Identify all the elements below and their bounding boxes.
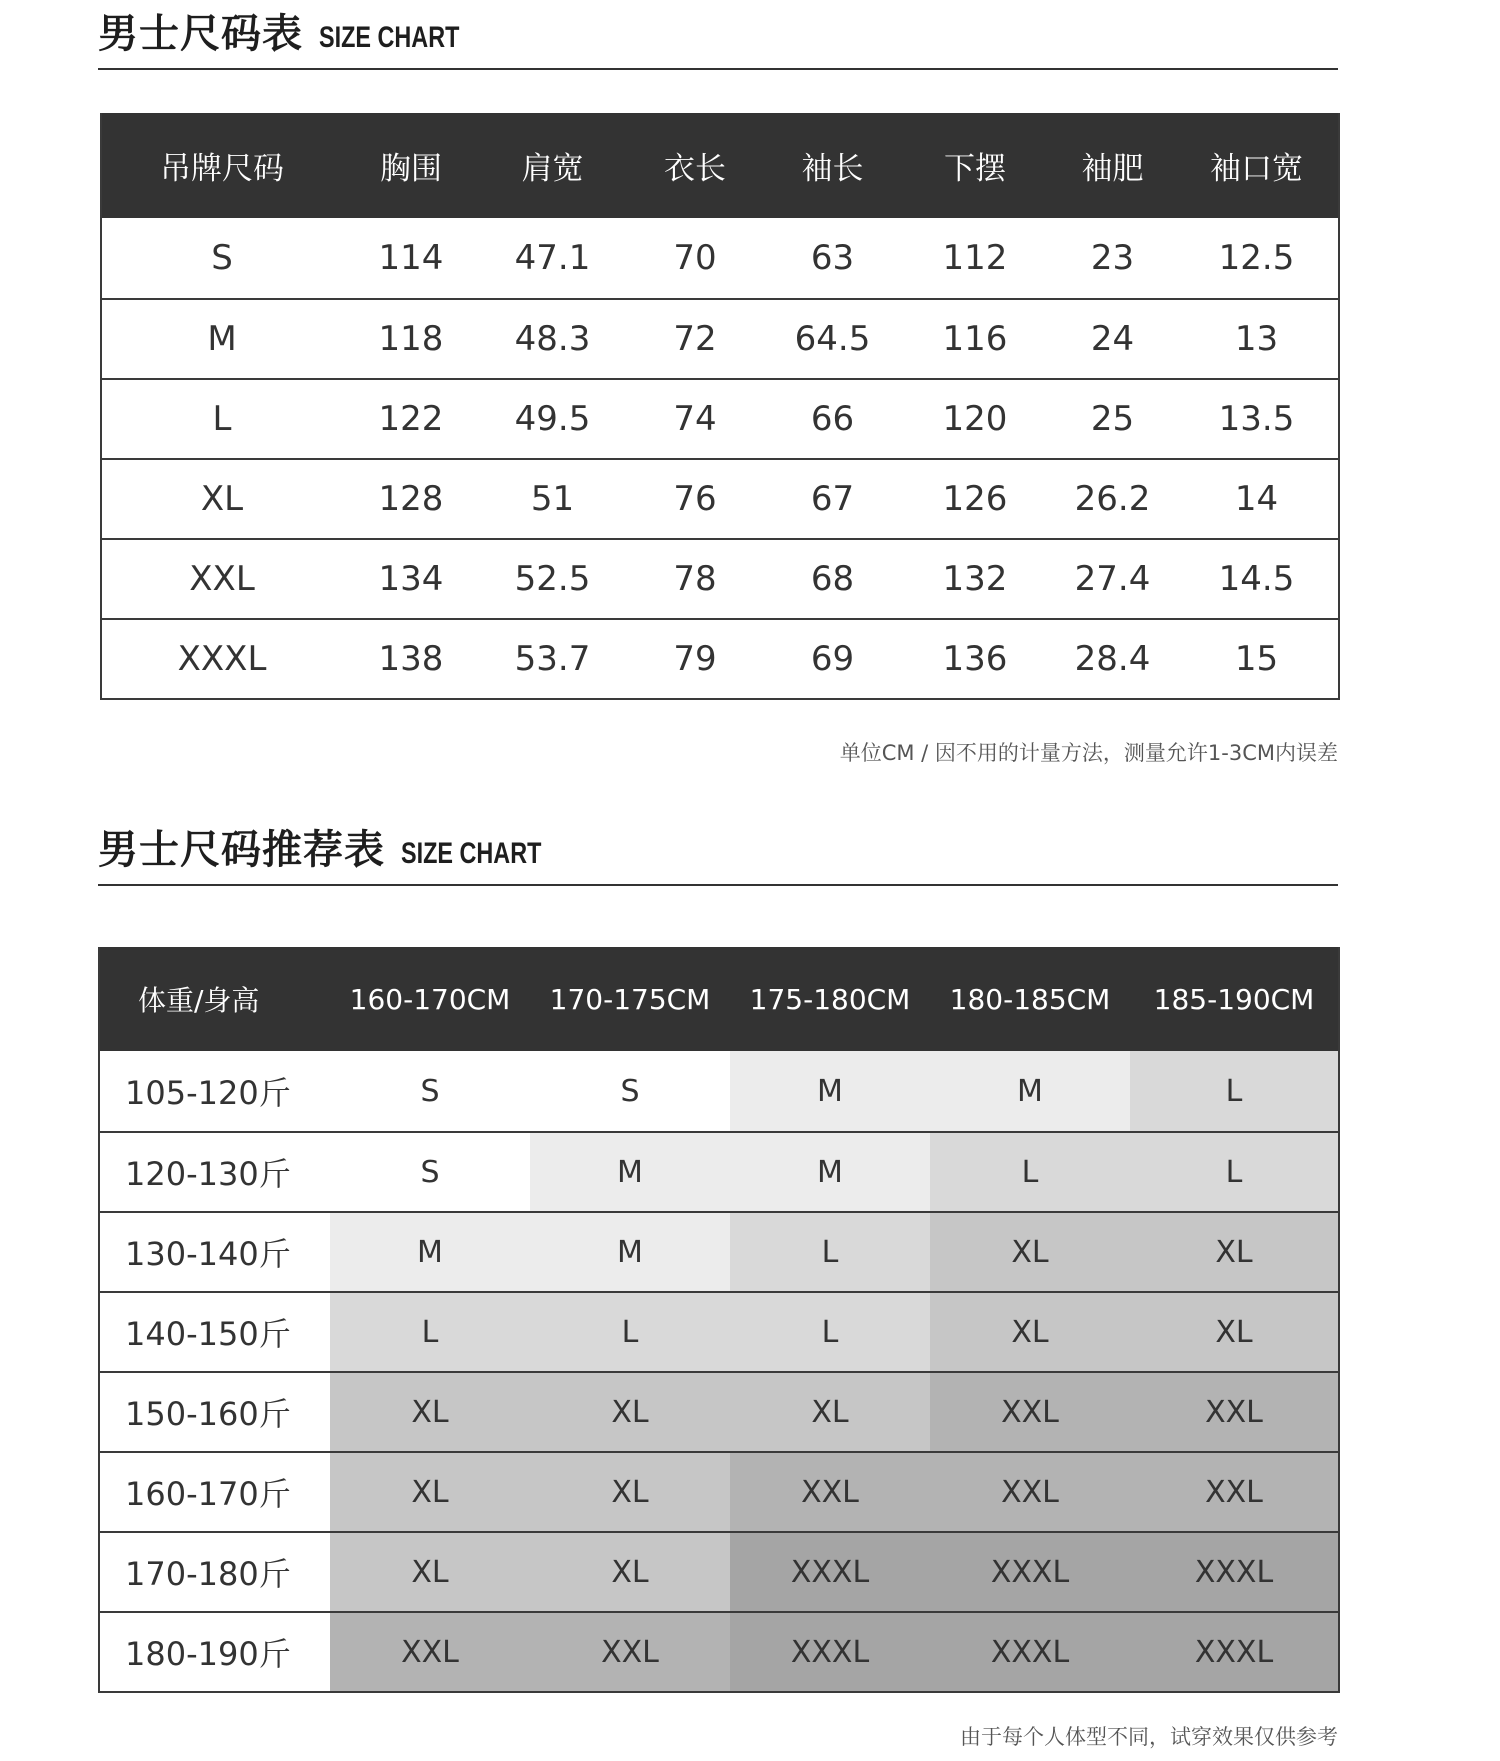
recommend-chart-header-row bbox=[100, 947, 1338, 1051]
weight-range-cell: 105-120斤 bbox=[100, 1051, 330, 1131]
measurement-cell: 122 bbox=[378, 399, 444, 439]
size-chart-header-cell: 袖长 bbox=[801, 151, 864, 187]
recommended-size-cell: XXXL bbox=[930, 1613, 1130, 1691]
recommended-size-cell: L bbox=[730, 1213, 930, 1291]
measurement-cell: 134 bbox=[378, 559, 444, 599]
recommend-chart-header-cell: 180-185CM bbox=[949, 982, 1111, 1016]
size-chart-header-cell: 胸围 bbox=[380, 151, 442, 187]
recommend-chart-header-cell: 185-190CM bbox=[1153, 982, 1315, 1016]
measurement-cell: 126 bbox=[942, 479, 1008, 519]
recommend-chart-header-cell: 体重/身高 bbox=[138, 984, 260, 1017]
measurement-cell: 66 bbox=[810, 399, 855, 439]
size-chart-header-cell: 衣长 bbox=[664, 151, 726, 187]
measurement-cell: 118 bbox=[378, 319, 444, 359]
size-chart-header-cell: 下摆 bbox=[944, 151, 1006, 187]
measurement-cell: 25 bbox=[1090, 399, 1135, 439]
size-label-cell: L bbox=[212, 399, 232, 439]
recommend-chart-row bbox=[100, 1291, 1338, 1371]
weight-range-cell: 120-130斤 bbox=[100, 1133, 330, 1211]
recommended-size-cell: XL bbox=[330, 1373, 530, 1451]
size-chart-title-en: SIZE CHART bbox=[319, 21, 460, 54]
recommended-size-cell: XXL bbox=[1130, 1453, 1338, 1531]
size-label-cell: M bbox=[207, 319, 237, 359]
measurement-cell: 76 bbox=[673, 479, 717, 519]
measurement-cell: 51 bbox=[530, 479, 575, 519]
measurement-cell: 120 bbox=[942, 399, 1008, 439]
recommended-size-cell: M bbox=[530, 1133, 730, 1211]
measurement-cell: 112 bbox=[942, 238, 1008, 278]
recommended-size-cell: XXL bbox=[1130, 1373, 1338, 1451]
weight-range-cell: 130-140斤 bbox=[100, 1213, 330, 1291]
measurement-cell: 14 bbox=[1234, 479, 1279, 519]
measurement-cell: 12.5 bbox=[1218, 238, 1295, 278]
recommended-size-cell: M bbox=[330, 1213, 530, 1291]
recommended-size-cell: M bbox=[730, 1051, 930, 1131]
recommended-size-cell: XL bbox=[730, 1373, 930, 1451]
recommended-size-cell: XXL bbox=[330, 1613, 530, 1691]
size-chart-row bbox=[102, 538, 1338, 618]
recommended-size-cell: L bbox=[330, 1293, 530, 1371]
recommend-chart-divider bbox=[98, 884, 1338, 886]
measurement-cell: 63 bbox=[810, 238, 855, 278]
size-chart-title-cn: 男士尺码表 bbox=[98, 11, 303, 57]
size-chart-header-cell: 吊牌尺码 bbox=[160, 151, 284, 187]
measurement-cell: 70 bbox=[673, 238, 717, 278]
recommend-chart-row bbox=[100, 1051, 1338, 1131]
measurement-cell: 64.5 bbox=[794, 319, 871, 359]
weight-range-cell: 160-170斤 bbox=[100, 1453, 330, 1531]
size-chart-header-row bbox=[102, 113, 1338, 218]
recommended-size-cell: L bbox=[730, 1293, 930, 1371]
size-chart-row bbox=[102, 378, 1338, 458]
measurement-cell: 47.1 bbox=[514, 238, 591, 278]
recommend-chart-header-cell: 175-180CM bbox=[749, 982, 911, 1016]
measurement-cell: 138 bbox=[378, 639, 444, 679]
size-chart-header-cell: 袖肥 bbox=[1081, 151, 1144, 187]
recommended-size-cell: XL bbox=[1130, 1293, 1338, 1371]
size-chart-body bbox=[102, 218, 1338, 698]
size-chart-row bbox=[102, 298, 1338, 378]
measurement-cell: 67 bbox=[810, 479, 855, 519]
size-chart-table bbox=[100, 113, 1340, 700]
recommended-size-cell: XXXL bbox=[1130, 1613, 1338, 1691]
recommended-size-cell: L bbox=[1130, 1133, 1338, 1211]
recommended-size-cell: XXXL bbox=[1130, 1533, 1338, 1611]
recommend-chart-body bbox=[100, 1051, 1338, 1691]
measurement-cell: 79 bbox=[673, 639, 717, 679]
recommended-size-cell: XL bbox=[330, 1533, 530, 1611]
measurement-cell: 48.3 bbox=[514, 319, 591, 359]
recommend-chart-table bbox=[98, 947, 1340, 1693]
weight-range-cell: 140-150斤 bbox=[100, 1293, 330, 1371]
recommend-chart-title bbox=[98, 818, 581, 875]
recommended-size-cell: XXXL bbox=[730, 1533, 930, 1611]
measurement-cell: 68 bbox=[810, 559, 855, 599]
recommend-chart-row bbox=[100, 1531, 1338, 1611]
measurement-cell: 72 bbox=[673, 319, 717, 359]
recommended-size-cell: XL bbox=[330, 1453, 530, 1531]
size-label-cell: XXL bbox=[189, 559, 255, 599]
size-chart-header-cell: 肩宽 bbox=[521, 151, 584, 187]
measurement-cell: 128 bbox=[378, 479, 444, 519]
recommend-chart-row bbox=[100, 1371, 1338, 1451]
recommended-size-cell: XXXL bbox=[930, 1533, 1130, 1611]
recommended-size-cell: M bbox=[530, 1213, 730, 1291]
recommended-size-cell: L bbox=[530, 1293, 730, 1371]
measurement-cell: 26.2 bbox=[1074, 479, 1151, 519]
measurement-cell: 136 bbox=[942, 639, 1008, 679]
measurement-cell: 23 bbox=[1090, 238, 1135, 278]
recommend-chart-row bbox=[100, 1611, 1338, 1691]
measurement-cell: 78 bbox=[673, 559, 717, 599]
measurement-cell: 15 bbox=[1234, 639, 1279, 679]
size-chart-row bbox=[102, 218, 1338, 298]
recommend-chart-header-cell: 160-170CM bbox=[349, 982, 511, 1016]
recommend-chart-title-en: SIZE CHART bbox=[401, 837, 542, 870]
recommend-chart-row bbox=[100, 1211, 1338, 1291]
size-chart-row bbox=[102, 458, 1338, 538]
recommended-size-cell: XL bbox=[530, 1373, 730, 1451]
size-label-cell: XL bbox=[200, 479, 244, 519]
recommended-size-cell: XL bbox=[1130, 1213, 1338, 1291]
recommended-size-cell: XL bbox=[530, 1453, 730, 1531]
measurement-cell: 116 bbox=[942, 319, 1008, 359]
weight-range-cell: 150-160斤 bbox=[100, 1373, 330, 1451]
measurement-cell: 114 bbox=[378, 238, 444, 278]
size-label-cell: XXXL bbox=[177, 639, 267, 679]
recommended-size-cell: XXL bbox=[930, 1373, 1130, 1451]
recommended-size-cell: M bbox=[730, 1133, 930, 1211]
measurement-cell: 13 bbox=[1234, 319, 1279, 359]
measurement-cell: 74 bbox=[673, 399, 717, 439]
recommend-chart-note: 由于每个人体型不同，试穿效果仅供参考 bbox=[960, 1725, 1338, 1749]
size-chart-divider bbox=[98, 68, 1338, 70]
measurement-cell: 69 bbox=[810, 639, 855, 679]
measurement-cell: 52.5 bbox=[514, 559, 591, 599]
size-label-cell: S bbox=[211, 238, 233, 278]
size-chart-header-cell: 袖口宽 bbox=[1210, 151, 1303, 187]
measurement-cell: 53.7 bbox=[514, 639, 591, 679]
measurement-cell: 28.4 bbox=[1074, 639, 1151, 679]
measurement-cell: 49.5 bbox=[514, 399, 591, 439]
recommended-size-cell: M bbox=[930, 1051, 1130, 1131]
weight-range-cell: 180-190斤 bbox=[100, 1613, 330, 1691]
recommend-chart-header-cell: 170-175CM bbox=[549, 982, 711, 1016]
size-chart-title bbox=[98, 2, 499, 59]
weight-range-cell: 170-180斤 bbox=[100, 1533, 330, 1611]
measurement-cell: 24 bbox=[1090, 319, 1135, 359]
recommend-chart-row bbox=[100, 1131, 1338, 1211]
measurement-cell: 132 bbox=[942, 559, 1008, 599]
recommended-size-cell: XXL bbox=[930, 1453, 1130, 1531]
recommended-size-cell: S bbox=[330, 1133, 530, 1211]
recommended-size-cell: XXL bbox=[730, 1453, 930, 1531]
recommended-size-cell: XL bbox=[930, 1213, 1130, 1291]
measurement-cell: 27.4 bbox=[1074, 559, 1151, 599]
measurement-cell: 13.5 bbox=[1218, 399, 1295, 439]
recommended-size-cell: S bbox=[330, 1051, 530, 1131]
recommended-size-cell: L bbox=[930, 1133, 1130, 1211]
recommended-size-cell: S bbox=[530, 1051, 730, 1131]
recommended-size-cell: XL bbox=[530, 1533, 730, 1611]
recommend-chart-row bbox=[100, 1451, 1338, 1531]
recommended-size-cell: L bbox=[1130, 1051, 1338, 1131]
recommended-size-cell: XXL bbox=[530, 1613, 730, 1691]
measurement-cell: 14.5 bbox=[1218, 559, 1295, 599]
recommended-size-cell: XXXL bbox=[730, 1613, 930, 1691]
size-chart-note: 单位CM / 因不用的计量方法，测量允许1-3CM内误差 bbox=[839, 741, 1338, 765]
size-chart-row bbox=[102, 618, 1338, 698]
recommend-chart-title-cn: 男士尺码推荐表 bbox=[98, 827, 385, 873]
recommended-size-cell: XL bbox=[930, 1293, 1130, 1371]
